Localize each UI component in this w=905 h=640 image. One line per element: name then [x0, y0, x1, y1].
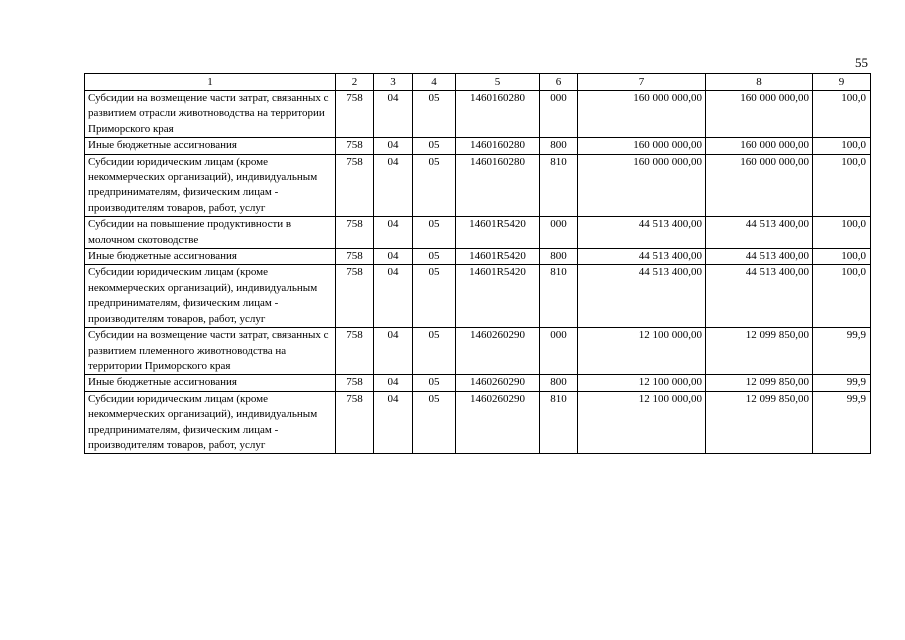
table-row: [85, 154, 871, 217]
cell-percent: 99,9: [813, 391, 871, 454]
cell-plan-amount: 160 000 000,00: [578, 91, 706, 138]
cell-section: 04: [374, 265, 413, 328]
cell-ministry-code: 758: [336, 328, 374, 375]
cell-target-article: 1460160280: [456, 91, 540, 138]
cell-target-article: 1460260290: [456, 375, 540, 391]
row-name: Иные бюджетные ассигнования: [85, 249, 336, 265]
column-header: 7: [578, 74, 706, 91]
row-name: Иные бюджетные ассигнования: [85, 375, 336, 391]
row-name: Субсидии на возмещение части затрат, связанных с развитием отрасли животноводства на территории Приморского края: [85, 91, 336, 138]
column-header: 4: [413, 74, 456, 91]
cell-subsection: 05: [413, 391, 456, 454]
cell-actual-amount: 12 099 850,00: [706, 328, 813, 375]
cell-plan-amount: 160 000 000,00: [578, 138, 706, 154]
cell-percent: 100,0: [813, 138, 871, 154]
cell-target-article: 14601R5420: [456, 265, 540, 328]
cell-subsection: 05: [413, 249, 456, 265]
cell-plan-amount: 160 000 000,00: [578, 154, 706, 217]
header-row: [85, 74, 871, 91]
cell-percent: 99,9: [813, 375, 871, 391]
cell-ministry-code: 758: [336, 138, 374, 154]
column-header: 1: [85, 74, 336, 91]
cell-ministry-code: 758: [336, 217, 374, 249]
cell-actual-amount: 44 513 400,00: [706, 217, 813, 249]
column-header: 5: [456, 74, 540, 91]
cell-actual-amount: 12 099 850,00: [706, 375, 813, 391]
cell-section: 04: [374, 154, 413, 217]
cell-actual-amount: 160 000 000,00: [706, 154, 813, 217]
cell-section: 04: [374, 249, 413, 265]
row-name: Субсидии на повышение продуктивности в молочном скотоводстве: [85, 217, 336, 249]
cell-actual-amount: 44 513 400,00: [706, 249, 813, 265]
row-name: Субсидии юридическим лицам (кроме некоммерческих организаций), индивидуальным предпринимателям, физическим лицам - производителям товаров, работ, услуг: [85, 265, 336, 328]
cell-subsection: 05: [413, 217, 456, 249]
cell-ministry-code: 758: [336, 91, 374, 138]
page-number: 55: [855, 55, 868, 70]
table-row: [85, 391, 871, 454]
column-header: 6: [540, 74, 578, 91]
cell-expense-type: 800: [540, 375, 578, 391]
column-header: 2: [336, 74, 374, 91]
row-name: Иные бюджетные ассигнования: [85, 138, 336, 154]
cell-subsection: 05: [413, 328, 456, 375]
row-name: Субсидии юридическим лицам (кроме некоммерческих организаций), индивидуальным предпринимателям, физическим лицам - производителям товаров, работ, услуг: [85, 391, 336, 454]
budget-table: [84, 73, 871, 454]
cell-percent: 100,0: [813, 249, 871, 265]
cell-subsection: 05: [413, 265, 456, 328]
cell-actual-amount: 160 000 000,00: [706, 91, 813, 138]
cell-ministry-code: 758: [336, 154, 374, 217]
table-row: [85, 217, 871, 249]
cell-actual-amount: 44 513 400,00: [706, 265, 813, 328]
cell-target-article: 14601R5420: [456, 217, 540, 249]
cell-section: 04: [374, 138, 413, 154]
column-header: 9: [813, 74, 871, 91]
cell-percent: 100,0: [813, 265, 871, 328]
cell-actual-amount: 160 000 000,00: [706, 138, 813, 154]
cell-subsection: 05: [413, 154, 456, 217]
cell-plan-amount: 44 513 400,00: [578, 265, 706, 328]
table-row: [85, 138, 871, 154]
cell-percent: 100,0: [813, 91, 871, 138]
cell-section: 04: [374, 391, 413, 454]
table-row: [85, 249, 871, 265]
cell-target-article: 1460260290: [456, 328, 540, 375]
cell-expense-type: 800: [540, 138, 578, 154]
cell-expense-type: 810: [540, 391, 578, 454]
table-row: [85, 91, 871, 138]
cell-plan-amount: 12 100 000,00: [578, 391, 706, 454]
cell-ministry-code: 758: [336, 249, 374, 265]
table-row: [85, 375, 871, 391]
cell-subsection: 05: [413, 375, 456, 391]
cell-plan-amount: 44 513 400,00: [578, 217, 706, 249]
cell-plan-amount: 44 513 400,00: [578, 249, 706, 265]
cell-target-article: 1460260290: [456, 391, 540, 454]
cell-subsection: 05: [413, 91, 456, 138]
cell-expense-type: 000: [540, 217, 578, 249]
row-name: Субсидии юридическим лицам (кроме некоммерческих организаций), индивидуальным предпринимателям, физическим лицам - производителям товаров, работ, услуг: [85, 154, 336, 217]
cell-section: 04: [374, 375, 413, 391]
cell-expense-type: 800: [540, 249, 578, 265]
cell-ministry-code: 758: [336, 265, 374, 328]
cell-percent: 100,0: [813, 154, 871, 217]
cell-plan-amount: 12 100 000,00: [578, 375, 706, 391]
table-row: [85, 328, 871, 375]
column-header: 8: [706, 74, 813, 91]
cell-ministry-code: 758: [336, 375, 374, 391]
cell-actual-amount: 12 099 850,00: [706, 391, 813, 454]
cell-section: 04: [374, 217, 413, 249]
cell-target-article: 1460160280: [456, 154, 540, 217]
cell-subsection: 05: [413, 138, 456, 154]
cell-expense-type: 810: [540, 265, 578, 328]
row-name: Субсидии на возмещение части затрат, связанных с развитием племенного животноводства на территории Приморского края: [85, 328, 336, 375]
cell-plan-amount: 12 100 000,00: [578, 328, 706, 375]
table-row: [85, 265, 871, 328]
column-header: 3: [374, 74, 413, 91]
cell-ministry-code: 758: [336, 391, 374, 454]
cell-percent: 100,0: [813, 217, 871, 249]
cell-target-article: 14601R5420: [456, 249, 540, 265]
cell-expense-type: 810: [540, 154, 578, 217]
cell-expense-type: 000: [540, 91, 578, 138]
cell-target-article: 1460160280: [456, 138, 540, 154]
cell-section: 04: [374, 91, 413, 138]
cell-percent: 99,9: [813, 328, 871, 375]
cell-section: 04: [374, 328, 413, 375]
cell-expense-type: 000: [540, 328, 578, 375]
